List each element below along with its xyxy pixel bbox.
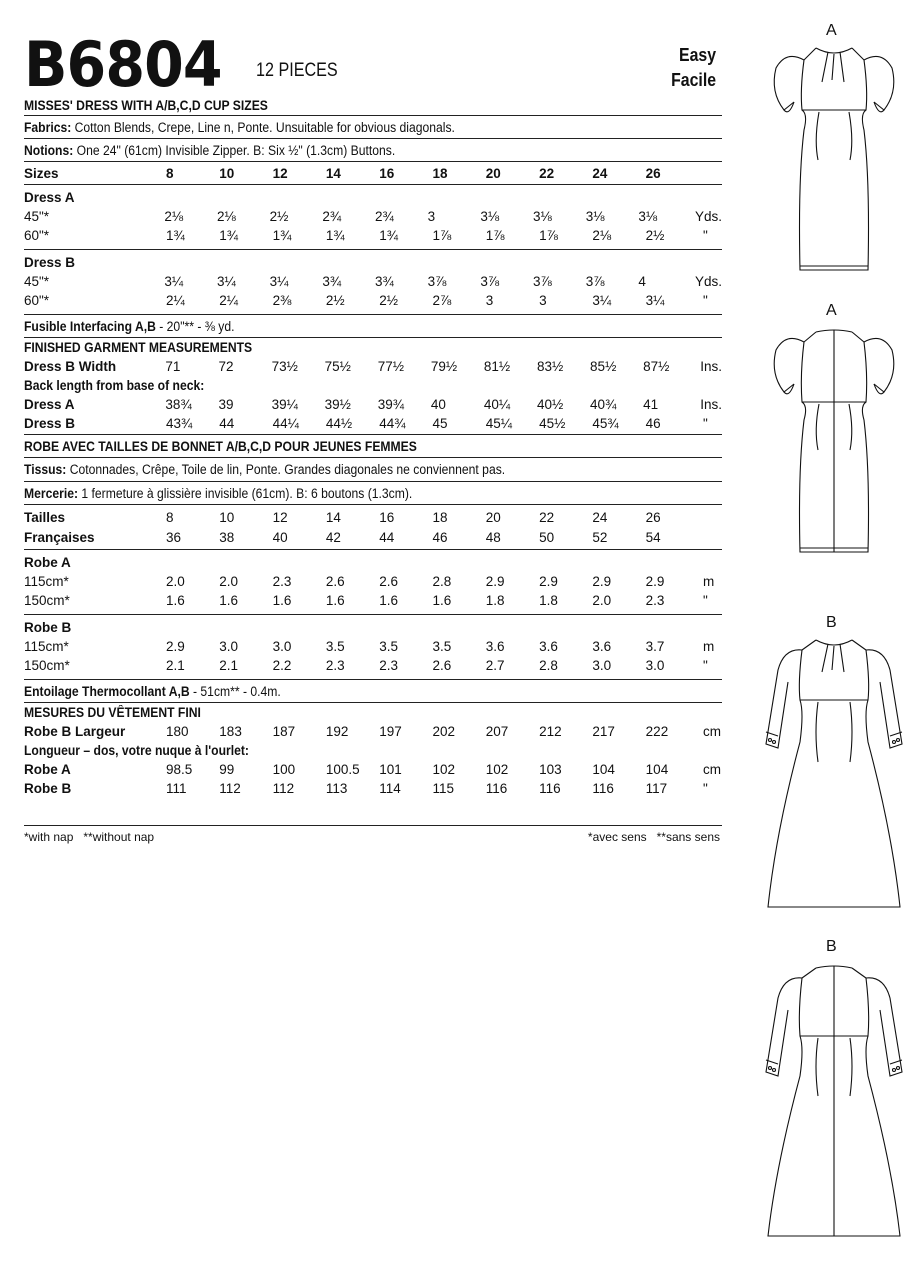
row-value: 83½ [536,359,564,374]
size-value: 18 [432,509,448,525]
row-value: 73½ [271,359,298,374]
row-value: 2.3 [379,658,398,673]
row-value: 2.9 [592,574,612,589]
row-value: 3.5 [379,639,398,654]
row-value: 2.1 [166,658,185,673]
row-value: 2.6 [379,574,398,589]
row-value: 3.0 [272,639,292,654]
row-value: 81½ [483,359,511,374]
tailles-row: Tailles 8 10 12 14 16 18 20 22 24 26 [24,507,722,527]
row-value: 183 [219,724,242,739]
measurement-row [24,395,722,414]
row-label: 45"* [24,209,50,224]
measurement-row [24,357,722,376]
row-value: 3⅞ [480,274,500,289]
row-unit: " [702,228,708,243]
tissus-line: Tissus: Cotonnades, Crêpe, Toile de lin, Ponte. Grandes diagonales ne conviennent pas. [24,458,722,482]
row-value: 1.8 [485,593,505,608]
size-value: 26 [645,165,661,181]
row-value: 2¼ [219,293,239,308]
row-label: 45"* [24,274,50,289]
footnote-fr: *avec sens **sans sens [587,830,720,844]
row-value: 112 [272,781,295,796]
row-value: 187 [272,724,296,739]
row-value: 2.0 [592,593,612,608]
pieces-count: 12 PIECES [256,60,338,81]
row-value: 45 [432,416,448,431]
row-unit: Yds. [695,274,723,289]
row-value: 2.7 [485,658,505,673]
row-value: 102 [432,762,456,777]
row-value: 1¾ [272,228,292,243]
size-value: 26 [645,509,661,525]
row-label: Dress B [24,416,76,431]
row-value: 44¾ [379,416,406,431]
row-value: 1.6 [325,593,345,608]
row-value: 39¼ [271,397,298,412]
size-value: 22 [539,509,555,525]
row-unit: m [702,639,715,654]
measurement-row [24,656,722,675]
measurement-row [24,207,722,226]
mercerie-line: Mercerie: 1 fermeture à glissière invisible (61cm). B: 6 boutons (1.3cm). [24,482,722,505]
size-value: 40 [272,529,288,545]
row-value: 39¾ [377,397,405,412]
row-value: 45¼ [485,416,513,431]
size-value: 54 [645,529,661,545]
row-value: 103 [539,762,562,777]
figure-label-b-back: B [826,938,837,955]
french-title: ROBE AVEC TAILLES DE BONNET A/B,C,D POUR JEUNES FEMMES [24,435,722,458]
row-value: 2½ [645,228,665,243]
entoilage-line: Entoilage Thermocollant A,B - 51cm** - 0.4m. [24,680,722,703]
row-value: 46 [645,416,661,431]
size-value: 36 [166,529,182,545]
row-value: 3⅞ [533,274,552,289]
size-value: 46 [432,529,448,545]
row-value: 1.6 [379,593,398,608]
difficulty-fr: Facile [671,70,716,90]
size-value: 14 [325,165,341,181]
measurement-row [24,637,722,656]
dress-a-label: Dress A [24,190,75,205]
row-value: 2⅜ [272,293,292,308]
row-value: 2.2 [272,658,292,673]
size-value: 42 [325,529,341,545]
measurement-row [24,722,722,741]
row-value: 116 [539,781,561,796]
figure-label-b-front: B [826,614,837,631]
row-value: 2.3 [645,593,665,608]
row-value: 72 [218,359,234,374]
row-value: 3⅞ [585,274,605,289]
pattern-code: B6804 [24,28,222,101]
row-value: 202 [432,724,456,739]
row-value: 3.6 [485,639,505,654]
row-value: 44½ [325,416,353,431]
robe-a-label: Robe A [24,555,71,570]
size-value: 20 [485,165,501,181]
row-value: 3⅞ [427,274,447,289]
dress-a-back-illustration [764,320,904,560]
dress-b-front-illustration [756,632,912,912]
row-value: 44¼ [272,416,299,431]
mesures-title: MESURES DU VÊTEMENT FINI [24,705,201,720]
row-value: 1¾ [379,228,398,243]
row-value: 115 [432,781,455,796]
row-value: 2¾ [375,209,394,224]
size-value: 24 [592,509,608,525]
row-value: 71 [165,359,181,374]
row-value: 2⅛ [164,209,184,224]
row-value: 3¼ [645,293,665,308]
row-value: 116 [592,781,614,796]
row-value: 38¾ [165,397,192,412]
row-value: 43¾ [166,416,193,431]
row-value: 3 [539,293,547,308]
row-value: 1¾ [219,228,239,243]
row-value: 3 [427,209,436,224]
row-value: 114 [379,781,401,796]
row-value: 3 [485,293,494,308]
size-value: 16 [379,165,395,181]
row-value: 180 [166,724,189,739]
row-value: 4 [638,274,646,289]
row-value: 2.9 [539,574,558,589]
size-value: 44 [379,529,395,545]
size-value: 8 [166,165,174,181]
row-unit: " [702,781,708,796]
row-value: 45½ [539,416,566,431]
row-value: 44 [219,416,235,431]
row-value: 75½ [324,359,351,374]
row-value: 40¼ [483,397,511,412]
dress-b-label: Dress B [24,255,76,270]
row-value: 1¾ [325,228,345,243]
row-value: 112 [219,781,241,796]
row-value: 40½ [536,397,564,412]
size-value: 20 [485,509,501,525]
row-value: 2½ [325,293,345,308]
row-value: 87½ [643,359,670,374]
row-label: Dress A [24,397,75,412]
row-value: 1.6 [166,593,185,608]
size-value: 12 [272,509,288,525]
size-value: 48 [485,529,501,545]
row-value: 1.6 [432,593,452,608]
row-unit: Yds. [695,209,723,224]
measurement-row [24,572,722,591]
measurement-row [24,760,722,779]
row-value: 41 [643,397,659,412]
row-value: 102 [485,762,509,777]
row-unit: " [702,416,708,431]
row-value: 2¾ [322,209,342,224]
row-value: 3.6 [539,639,558,654]
row-value: 3.5 [325,639,345,654]
size-value: 16 [379,509,395,525]
row-value: 100.5 [325,762,360,777]
row-label: 150cm* [24,658,70,673]
row-value: 2⅛ [592,228,612,243]
row-value: 40 [430,397,446,412]
row-value: 117 [645,781,668,796]
row-value: 2.8 [432,574,452,589]
row-value: 1.6 [219,593,239,608]
row-value: 3.0 [592,658,612,673]
row-unit: " [702,593,708,608]
row-value: 1.6 [272,593,292,608]
robe-b-label: Robe B [24,620,72,635]
row-value: 192 [325,724,349,739]
measurement-row [24,414,722,433]
size-value: 12 [272,165,288,181]
size-value: 10 [219,509,235,525]
bottom-rule [24,825,722,826]
size-value: 8 [166,509,174,525]
size-value: 14 [325,509,341,525]
row-value: 217 [592,724,615,739]
row-value: 3.5 [432,639,452,654]
size-value: 18 [432,165,448,181]
row-value: 3⅛ [533,209,552,224]
row-value: 2.3 [325,658,345,673]
row-value: 2¼ [166,293,185,308]
row-value: 3¼ [164,274,184,289]
fabrics-line: Fabrics: Cotton Blends, Crepe, Line n, Ponte. Unsuitable for obvious diagonals. [24,116,722,139]
row-unit: m [702,574,715,589]
size-value: 50 [539,529,555,545]
row-value: 3.6 [592,639,612,654]
sizes-row: Sizes 8 10 12 14 16 18 20 22 24 26 [24,162,722,185]
row-unit: " [702,658,708,673]
row-value: 2.6 [432,658,452,673]
row-value: 3⅛ [480,209,500,224]
longueur-label: Longueur – dos, votre nuque à l'ourlet: [24,743,249,758]
size-value: 24 [592,165,608,181]
row-label: Robe B Largeur [24,724,126,739]
row-value: 197 [379,724,402,739]
row-value: 77½ [377,359,405,374]
notions-line: Notions: One 24" (61cm) Invisible Zipper. B: Six ½" (1.3cm) Buttons. [24,139,722,162]
row-value: 45¾ [592,416,619,431]
row-value: 3⅛ [585,209,605,224]
row-value: 2.1 [219,658,239,673]
row-value: 3⅛ [638,209,658,224]
dress-a-front-illustration [764,40,904,280]
row-value: 1⅞ [432,228,452,243]
english-title: MISSES' DRESS WITH A/B,C,D CUP SIZES [24,95,722,116]
size-value: 52 [592,529,608,545]
row-label: Robe B [24,781,72,796]
row-value: 40¾ [590,397,617,412]
row-unit: cm [702,724,721,739]
row-value: 2.0 [219,574,239,589]
row-value: 101 [379,762,402,777]
row-value: 3¼ [216,274,236,289]
sizing-sheet [24,95,722,798]
row-value: 104 [645,762,669,777]
row-value: 2½ [269,209,289,224]
size-value: 22 [539,165,555,181]
row-value: 111 [166,781,187,796]
row-value: 2.8 [539,658,558,673]
measurement-row [24,226,722,245]
row-value: 116 [485,781,508,796]
row-value: 3¼ [269,274,289,289]
dress-b-back-illustration [756,956,912,1241]
measurement-row [24,272,722,291]
interfacing-line: Fusible Interfacing A,B - 20"** - ⅜ yd. [24,315,722,338]
row-value: 1.8 [539,593,558,608]
row-value: 1⅞ [485,228,505,243]
row-value: 2.0 [166,574,185,589]
row-value: 222 [645,724,669,739]
row-unit: Ins. [700,359,722,374]
row-value: 2.9 [645,574,665,589]
row-value: 212 [539,724,562,739]
row-unit: cm [702,762,721,777]
row-label: 60"* [24,228,50,243]
size-value: 38 [219,529,235,545]
row-value: 3¾ [322,274,342,289]
row-value: 2.6 [325,574,345,589]
row-value: 2⅛ [216,209,236,224]
row-value: 39 [218,397,234,412]
row-label: 115cm* [24,639,69,654]
figure-label-a-back: A [826,302,837,319]
row-value: 85½ [590,359,617,374]
row-unit: " [702,293,708,308]
row-value: 2½ [379,293,398,308]
row-value: 1¾ [166,228,185,243]
row-value: 1⅞ [539,228,558,243]
row-value: 207 [485,724,509,739]
row-value: 100 [272,762,296,777]
figure-label-a-front: A [826,22,837,39]
row-value: 39½ [324,397,351,412]
row-value: 3¼ [592,293,612,308]
row-value: 2⅞ [432,293,452,308]
footnote-en: *with nap **without nap [24,830,155,844]
row-unit: Ins. [700,397,722,412]
row-value: 3.7 [645,639,665,654]
row-value: 2.9 [485,574,505,589]
row-value: 99 [219,762,235,777]
size-value: 10 [219,165,235,181]
measurement-row [24,591,722,610]
row-label: 60"* [24,293,50,308]
finished-title: FINISHED GARMENT MEASUREMENTS [24,340,253,355]
row-label: Robe A [24,762,71,777]
row-value: 2.9 [166,639,185,654]
row-value: 2.3 [272,574,292,589]
row-value: 104 [592,762,615,777]
row-value: 79½ [430,359,458,374]
measurement-row [24,291,722,310]
row-label: 115cm* [24,574,69,589]
row-label: Dress B Width [24,359,117,374]
difficulty-en: Easy [678,45,716,65]
row-value: 3¾ [375,274,394,289]
francaises-row: Françaises 36 38 40 42 44 46 48 50 52 54 [24,527,722,550]
back-length-label: Back length from base of neck: [24,378,205,393]
row-value: 98.5 [166,762,193,777]
row-label: 150cm* [24,593,70,608]
measurement-row [24,779,722,798]
row-value: 3.0 [645,658,665,673]
row-value: 113 [325,781,348,796]
row-value: 3.0 [219,639,239,654]
